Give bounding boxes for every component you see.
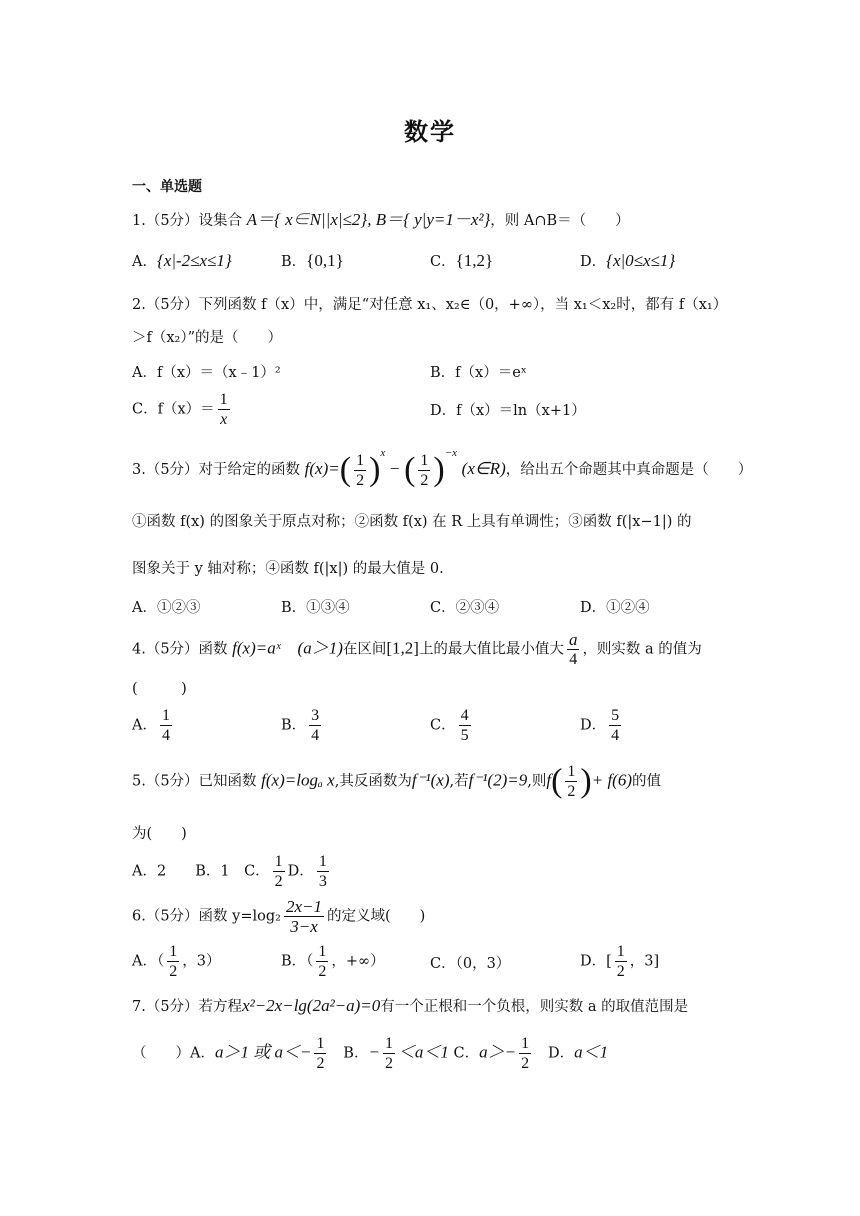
q4-option-a[interactable]: A． $\frac{1}{4}$ [132,707,170,744]
q5-suffix: 的值 [632,773,661,790]
q1-option-b-label: B． [281,254,307,270]
q7-prefix: 7.（5分）若方程 [132,999,243,1015]
q3-option-b[interactable]: B．①③④ [281,600,350,616]
q5-plus-f6: + f(6) [591,770,632,790]
q3-half-2: $\frac{1}{2}$ [420,451,429,489]
q7-option-b-fraction: $\frac{1}{2}$ [384,1035,393,1072]
question-4-stem [132,630,702,669]
q2-option-c-fraction: $\frac{1}{x}$ [219,391,228,428]
q4-mid2: 上的最大值比最小值大 [418,641,564,658]
q1-set-a: A＝{ x∈N||x|≤2} [246,210,368,229]
q3-option-a[interactable]: A．①②③ [132,600,201,616]
q1-option-d-label: D． [580,254,607,270]
q7-option-d-label: D． [547,1045,575,1062]
question-3-line-2: ①函数 f(x) 的图象关于原点对称；②函数 f(x) 在 R 上具有单调性；③函数 f(|x−1|) 的 [132,514,692,530]
q7-equation: x²−2x−lg(2a²−a)=0 [242,996,381,1015]
q1-set-b: , B＝{ y|y=1－x²} [367,210,491,229]
q3-exp-negx: −x [444,447,458,459]
q1-option-b-value: {0,1} [306,251,344,270]
q7-option-b-minus[interactable]: − [368,1042,380,1062]
q4-option-c[interactable]: C． $\frac{4}{5}$ [430,707,469,744]
q5-function: f(x)=logₐ x [261,770,335,790]
q2-option-d[interactable]: D．f（x）＝ln（x+1） [430,403,586,419]
q1-option-a[interactable] [132,250,232,271]
q6-option-d[interactable]: D．[ $\frac{1}{2}$ ，3] [580,943,660,980]
q1-prefix: 1.（5分）设集合 [132,213,243,229]
q6-option-b[interactable]: B．（ $\frac{1}{2}$ ，+∞） [281,943,385,980]
question-6-stem [132,897,425,936]
q1-option-a-value: {x|-2≤x≤1} [156,251,232,270]
q3-option-c[interactable]: C．②③④ [430,600,500,616]
q1-option-c[interactable] [430,250,493,271]
q5-option-c-fraction: $\frac{1}{2}$ [274,853,283,890]
q1-option-d-value: {x|0≤x≤1} [606,251,676,270]
question-5-stem: 5.（5分）已知函数 f(x)=logₐ x,其反函数为f⁻¹(x),若f⁻¹(2)=9,则f( $\frac{1}{2}$ )+ f(6)的值 [132,762,661,800]
q3-option-d[interactable]: D．①②④ [580,600,650,616]
q7-option-a-fraction: $\frac{1}{2}$ [316,1035,325,1072]
q4-function: f(x)=aˣ (a＞1) [232,638,343,658]
q2-option-b[interactable]: B．f（x）＝eˣ [430,365,527,381]
q3-function-lhs: f(x)= [304,459,340,478]
question-3-line-3: 图象关于 y 轴对称；④函数 f(|x|) 的最大值是 0. [132,561,444,577]
q6-prefix: 6.（5分）函数 y=log₂ [132,908,281,925]
question-1-stem [132,205,630,230]
q7-option-c-expr[interactable]: a＞− [479,1042,517,1062]
question-2-stem-line-2: ＞f（x₂）”的是（ ） [132,330,283,346]
q2-option-c-label: C．f（x）＝ [132,401,215,418]
q2-option-a[interactable]: A．f（x）＝（x﹣1）² [132,365,281,381]
q1-option-b[interactable] [281,250,344,271]
q2-option-c[interactable] [132,390,233,429]
q1-option-c-value: {1,2} [455,251,494,270]
q5-prefix: 5.（5分）已知函数 [132,773,257,790]
q6-option-a[interactable]: A．（ $\frac{1}{2}$ ，3） [132,943,221,980]
q5-f: f [546,770,552,790]
section-heading: 一、单选题 [132,179,202,195]
q5-option-d-fraction: $\frac{1}{3}$ [318,853,327,890]
q3-minus: − [389,459,400,478]
q4-mid: 在区间 [342,641,387,658]
q6-option-c[interactable]: C．（0，3） [430,956,511,972]
question-4-line-2: ( ) [132,681,187,697]
q1-suffix: ，则 A∩B＝（ ） [490,213,630,229]
question-7-options-line [132,1034,608,1073]
q7-option-d-expr[interactable]: a＜1 [574,1042,609,1062]
q6-suffix: 的定义域( ) [327,908,426,925]
question-3-stem: 3.（5分）对于给定的函数 f(x)=( $\frac{1}{2}$ )$^x$ − ( $\frac{1}{2}$ )$^{-x}$ (x∈R)，给出五个命题其中真命题是（ ） [132,447,753,489]
q5-mid: ,其反函数为 [334,773,412,790]
question-7-stem [132,995,688,1016]
q7-bracket-a-label: （ ）A． [132,1045,215,1062]
q7-option-b-label: B． [343,1045,369,1062]
q3-half-1: $\frac{1}{2}$ [356,451,365,489]
q5-condition: f⁻¹(2)=9 [468,770,528,790]
q5-mid3: ,则 [527,773,547,790]
page-title: 数学 [404,118,456,146]
q1-option-d[interactable] [580,250,675,271]
q5-option-d-label: D． [287,863,314,880]
q4-fraction: $\frac{a}{4}$ [568,630,578,668]
q5-options[interactable] [132,852,332,891]
q3-suffix: ，给出五个命题其中真命题是（ ） [505,462,753,478]
q7-suffix: 有一个正根和一个负根，则实数 a 的取值范围是 [380,999,689,1015]
q1-option-a-label: A． [132,254,157,270]
q3-prefix: 3.（5分）对于给定的函数 [132,462,301,478]
q7-option-a-expr[interactable]: a＞1 或 a＜− [214,1042,312,1062]
q4-suffix: ，则实数 a 的值为 [582,641,702,658]
q5-inverse: f⁻¹(x) [411,770,450,790]
q7-option-c-label: C． [453,1045,480,1062]
q6-fraction: $\frac{2x-1}{3-x}$ [285,897,323,936]
q3-exp-x: x [380,447,386,459]
question-2-stem-line-1: 2.（5分）下列函数 f（x）中，满足“对任意 x₁、x₂∈（0，+∞），当 x₁＜x₂时，都有 f（x₁） [132,297,728,313]
q5-half: $\frac{1}{2}$ [567,763,576,800]
q5-options-ab: A．2 B．1 C． [132,863,270,880]
q1-option-c-label: C． [430,254,456,270]
question-5-line-2: 为( ) [132,826,187,842]
q4-prefix: 4.（5分）函数 [132,641,228,658]
q4-option-d[interactable]: D． $\frac{5}{4}$ [580,707,620,744]
q5-mid2: ,若 [449,773,469,790]
q7-option-c-fraction: $\frac{1}{2}$ [521,1035,530,1072]
q3-domain: (x∈R) [461,459,506,478]
q4-interval: [1,2] [386,638,419,658]
q7-option-b-expr: ＜a＜1 [397,1042,449,1062]
q4-option-b[interactable]: B． $\frac{3}{4}$ [281,707,320,744]
